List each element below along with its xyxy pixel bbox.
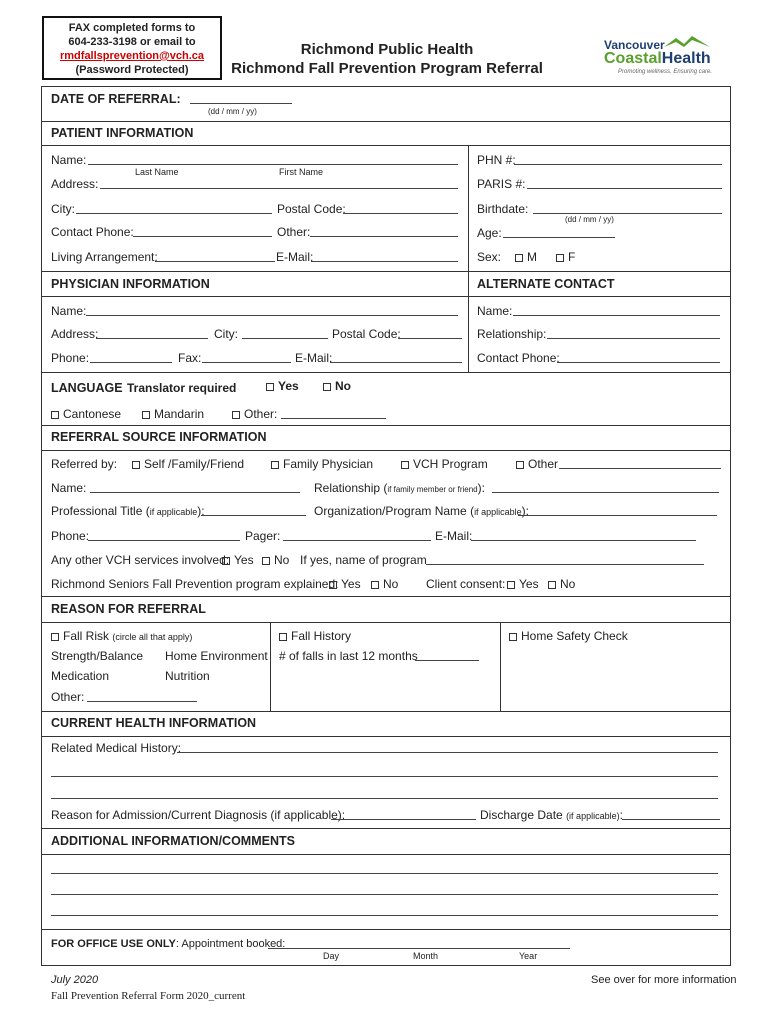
physician-name-field[interactable]	[86, 304, 458, 316]
if-yes-program-field[interactable]	[426, 553, 704, 565]
relationship-text: Relationship (	[314, 481, 388, 495]
patient-postal-label: Postal Code:	[277, 202, 346, 216]
checkbox-icon[interactable]	[556, 254, 564, 262]
checkbox-icon[interactable]	[507, 581, 515, 589]
checkbox-icon[interactable]	[516, 461, 524, 469]
reason-other-field[interactable]	[87, 690, 197, 702]
physician-fax-field[interactable]	[202, 351, 291, 363]
first-name-hint: First Name	[279, 167, 324, 177]
title-line-2: Richmond Fall Prevention Program Referral	[231, 60, 543, 77]
checkbox-icon[interactable]	[401, 461, 409, 469]
referrer-email-field[interactable]	[471, 529, 696, 541]
consent-no-option[interactable]	[548, 577, 575, 591]
referred-self-option[interactable]	[132, 457, 244, 471]
patient-email-label: E-Mail:	[276, 250, 314, 264]
patient-info-heading: PATIENT INFORMATION	[51, 126, 194, 140]
translator-no-label: No	[335, 379, 351, 393]
prof-title-colon: ):	[197, 504, 205, 518]
language-other-label: Other:	[244, 407, 278, 421]
alternate-relationship-field[interactable]	[547, 327, 720, 339]
physician-address-label: Address:	[51, 327, 99, 341]
referred-other-field[interactable]	[559, 457, 721, 469]
related-history-line-2[interactable]	[51, 765, 718, 777]
referrer-phone-label: Phone:	[51, 529, 90, 543]
alternate-name-label: Name:	[477, 304, 513, 318]
medication-item[interactable]: Medication	[51, 669, 110, 683]
related-history-line-3[interactable]	[51, 787, 718, 799]
physician-address-field[interactable]	[96, 327, 208, 339]
falls-count-field[interactable]	[415, 649, 479, 661]
living-arrangement-label: Living Arrangement:	[51, 250, 158, 264]
related-history-field[interactable]	[177, 741, 718, 753]
cantonese-label: Cantonese	[63, 407, 122, 421]
discharge-date-field[interactable]	[619, 808, 720, 822]
language-heading: LANGUAGE	[51, 381, 123, 395]
home-safety-label: Home Safety Check	[521, 629, 628, 643]
org-hint: if applicable	[474, 507, 522, 517]
phn-label: PHN #:	[477, 153, 516, 167]
reason-heading: REASON FOR REFERRAL	[51, 602, 206, 616]
checkbox-icon[interactable]	[132, 461, 140, 469]
checkbox-icon[interactable]	[329, 581, 337, 589]
relationship-hint: if family member or friend	[387, 485, 478, 494]
other-services-label: Any other VCH services involved:	[51, 553, 230, 567]
prof-title-text: Professional Title (	[51, 504, 150, 518]
logo-text-coastal-health	[604, 50, 711, 68]
age-label: Age:	[477, 226, 502, 240]
prof-title-hint: if applicable	[149, 507, 198, 517]
falls-count-label: # of falls in last 12 months	[279, 649, 418, 663]
referred-by-label: Referred by:	[51, 457, 118, 471]
patient-other-field[interactable]	[310, 225, 458, 237]
physician-postal-label: Postal Code:	[332, 327, 401, 341]
referrer-relationship-field[interactable]	[492, 481, 719, 493]
physician-postal-field[interactable]	[398, 327, 462, 339]
see-over-note: See over for more information	[591, 974, 737, 986]
alternate-contact-heading: ALTERNATE CONTACT	[477, 277, 615, 291]
referral-source-heading: REFERRAL SOURCE INFORMATION	[51, 430, 267, 444]
physician-name-label: Name:	[51, 304, 87, 318]
footer-form-name: Fall Prevention Referral Form 2020_current	[51, 990, 246, 1002]
patient-other-label: Other:	[277, 225, 311, 239]
sex-female-label: F	[568, 250, 576, 264]
nutrition-item[interactable]: Nutrition	[165, 669, 210, 683]
physician-city-field[interactable]	[242, 327, 328, 339]
professional-title-label	[51, 504, 205, 518]
sex-male-option[interactable]	[515, 250, 537, 264]
mandarin-option[interactable]	[142, 407, 204, 421]
checkbox-icon[interactable]	[371, 581, 379, 589]
health-heading: CURRENT HEALTH INFORMATION	[51, 716, 257, 730]
date-of-referral-label: DATE OF REFERRAL:	[51, 92, 181, 106]
alternate-contact-phone-field[interactable]	[557, 351, 720, 363]
logo-text-health: Health	[661, 50, 711, 67]
appointment-date-field[interactable]	[268, 937, 570, 949]
fax-line-2: 604-233-3198 or email to	[68, 36, 196, 48]
if-yes-program-label: If yes, name of program	[300, 553, 427, 567]
other-services-yes-option[interactable]	[222, 553, 254, 567]
discharge-text: Discharge Date	[480, 808, 563, 822]
month-hint: Month	[413, 951, 439, 961]
living-arrangement-field[interactable]	[155, 250, 275, 262]
checkbox-icon[interactable]	[515, 254, 523, 262]
referred-physician-option[interactable]	[271, 457, 373, 471]
office-use-label: FOR OFFICE USE ONLY	[51, 938, 176, 950]
day-hint: Day	[323, 951, 340, 961]
patient-name-field[interactable]	[88, 153, 458, 165]
physician-info-heading: PHYSICIAN INFORMATION	[51, 277, 210, 291]
year-hint: Year	[519, 951, 538, 961]
checkbox-icon[interactable]	[262, 557, 270, 565]
patient-city-label: City:	[51, 202, 75, 216]
footer-date: July 2020	[51, 974, 99, 986]
patient-address-field[interactable]	[100, 177, 458, 189]
translator-required-label: Translator required	[126, 381, 237, 395]
physician-phone-field[interactable]	[90, 351, 172, 363]
physician-city-label: City:	[214, 327, 238, 341]
physician-fax-label: Fax:	[178, 351, 202, 365]
checkbox-icon[interactable]	[266, 383, 274, 391]
client-consent-label: Client consent:	[426, 577, 506, 591]
consent-yes-label: Yes	[519, 577, 539, 591]
checkbox-icon[interactable]	[279, 633, 287, 641]
patient-postal-field[interactable]	[343, 202, 458, 214]
patient-name-label: Name:	[51, 153, 87, 167]
vch-logo	[602, 33, 722, 81]
referrer-phone-field[interactable]	[88, 529, 240, 541]
explained-no-label: No	[383, 577, 399, 591]
last-name-hint: Last Name	[135, 167, 179, 177]
sex-label: Sex:	[477, 250, 502, 264]
checkbox-icon[interactable]	[51, 633, 59, 641]
mandarin-label: Mandarin	[154, 407, 205, 421]
fax-line-1: FAX completed forms to	[68, 22, 196, 34]
referred-vch-option[interactable]	[401, 457, 488, 471]
checkbox-icon[interactable]	[222, 557, 230, 565]
birthdate-label: Birthdate:	[477, 202, 529, 216]
program-explained-label: Richmond Seniors Fall Prevention program explained:	[51, 577, 339, 591]
fall-risk-option[interactable]	[51, 629, 192, 643]
referrer-name-label: Name:	[51, 481, 87, 495]
reason-other-label: Other:	[51, 690, 85, 704]
translator-no-option[interactable]	[323, 379, 351, 393]
checkbox-icon[interactable]	[142, 411, 150, 419]
consent-no-label: No	[560, 577, 576, 591]
patient-address-label: Address:	[51, 177, 99, 191]
referred-other-option[interactable]	[516, 457, 558, 471]
language-row	[51, 379, 236, 397]
referred-physician-label: Family Physician	[283, 457, 374, 471]
alternate-contact-phone-label: Contact Phone:	[477, 351, 560, 365]
additional-info-heading: ADDITIONAL INFORMATION/COMMENTS	[51, 834, 295, 848]
phn-field[interactable]	[514, 153, 722, 165]
logo-text-coastal: Coastal	[604, 50, 662, 67]
age-field[interactable]	[503, 226, 615, 238]
referrer-email-label: E-Mail:	[435, 529, 473, 543]
date-of-referral-hint: (dd / mm / yy)	[208, 107, 257, 116]
organization-field[interactable]	[518, 504, 717, 516]
reason-admission-field[interactable]	[331, 808, 476, 820]
referred-self-label: Self /Family/Friend	[144, 457, 245, 471]
cantonese-option[interactable]	[51, 407, 121, 421]
checkbox-icon[interactable]	[232, 411, 240, 419]
paris-label: PARIS #:	[477, 177, 526, 191]
org-text: Organization/Program Name (	[314, 504, 475, 518]
date-of-referral-field[interactable]	[190, 92, 292, 104]
alternate-name-field[interactable]	[513, 304, 720, 316]
home-safety-option[interactable]	[509, 629, 628, 643]
physician-email-label: E-Mail:	[295, 351, 333, 365]
patient-contact-phone-label: Contact Phone:	[51, 225, 134, 239]
birthdate-hint: (dd / mm / yy)	[565, 215, 614, 224]
checkbox-icon[interactable]	[548, 581, 556, 589]
checkbox-icon[interactable]	[271, 461, 279, 469]
referrer-pager-label: Pager:	[245, 529, 281, 543]
additional-line-1[interactable]	[51, 862, 718, 874]
sex-male-label: M	[527, 250, 537, 264]
referred-other-label: Other	[528, 457, 559, 471]
fall-history-option[interactable]	[279, 629, 351, 643]
logo-text-vancouver: Vancouver	[604, 38, 665, 52]
paris-field[interactable]	[527, 177, 722, 189]
language-other-field[interactable]	[281, 407, 386, 419]
referrer-name-field[interactable]	[90, 481, 300, 493]
referred-vch-label: VCH Program	[413, 457, 488, 471]
checkbox-icon[interactable]	[51, 411, 59, 419]
fall-history-label: Fall History	[291, 629, 352, 643]
explained-no-option[interactable]	[371, 577, 398, 591]
other-services-no-label: No	[274, 553, 290, 567]
alternate-relationship-label: Relationship:	[477, 327, 547, 341]
birthdate-field[interactable]	[533, 202, 722, 214]
strength-balance-item[interactable]: Strength/Balance	[51, 649, 144, 663]
physician-phone-label: Phone:	[51, 351, 90, 365]
patient-contact-phone-field[interactable]	[133, 225, 272, 237]
related-history-label: Related Medical History:	[51, 741, 182, 755]
translator-yes-label: Yes	[278, 379, 299, 393]
fax-instructions-box	[42, 16, 222, 80]
translator-yes-option[interactable]	[266, 379, 299, 393]
discharge-date-label	[480, 808, 623, 822]
page-title	[228, 40, 546, 78]
other-services-no-option[interactable]	[262, 553, 289, 567]
relationship-colon: ):	[477, 481, 485, 495]
checkbox-icon[interactable]	[509, 633, 517, 641]
checkbox-icon[interactable]	[323, 383, 331, 391]
explained-yes-option[interactable]	[329, 577, 361, 591]
org-colon: ):	[521, 504, 529, 518]
patient-email-field[interactable]	[311, 250, 458, 262]
patient-city-field[interactable]	[76, 202, 272, 214]
language-other-option[interactable]	[232, 407, 277, 421]
reason-admission-label: Reason for Admission/Current Diagnosis (if applicable):	[51, 808, 346, 822]
professional-title-field[interactable]	[201, 504, 306, 516]
sex-female-option[interactable]	[556, 250, 575, 264]
discharge-hint: (if applicable)	[566, 811, 620, 821]
additional-line-2[interactable]	[51, 883, 718, 895]
physician-email-field[interactable]	[330, 351, 462, 363]
home-environment-item[interactable]: Home Environment	[165, 649, 268, 663]
fall-risk-label: Fall Risk	[63, 629, 110, 643]
office-use-row	[51, 938, 285, 950]
referrer-pager-field[interactable]	[283, 529, 431, 541]
title-line-1: Richmond Public Health	[300, 41, 474, 58]
circle-all-hint: (circle all that apply)	[112, 632, 193, 642]
consent-yes-option[interactable]	[507, 577, 539, 591]
appointment-booked-label: : Appointment booked:	[175, 938, 286, 950]
other-services-yes-label: Yes	[234, 553, 254, 567]
organization-label	[314, 504, 529, 518]
explained-yes-label: Yes	[341, 577, 361, 591]
referrer-relationship-label	[314, 481, 485, 495]
discharge-colon: :	[619, 808, 623, 822]
fax-email-link[interactable]: rmdfallsprevention@vch.ca	[60, 50, 204, 62]
additional-line-3[interactable]	[51, 904, 718, 916]
fax-line-4: (Password Protected)	[75, 64, 189, 76]
logo-tagline: Promoting wellness. Ensuring care.	[618, 69, 713, 75]
